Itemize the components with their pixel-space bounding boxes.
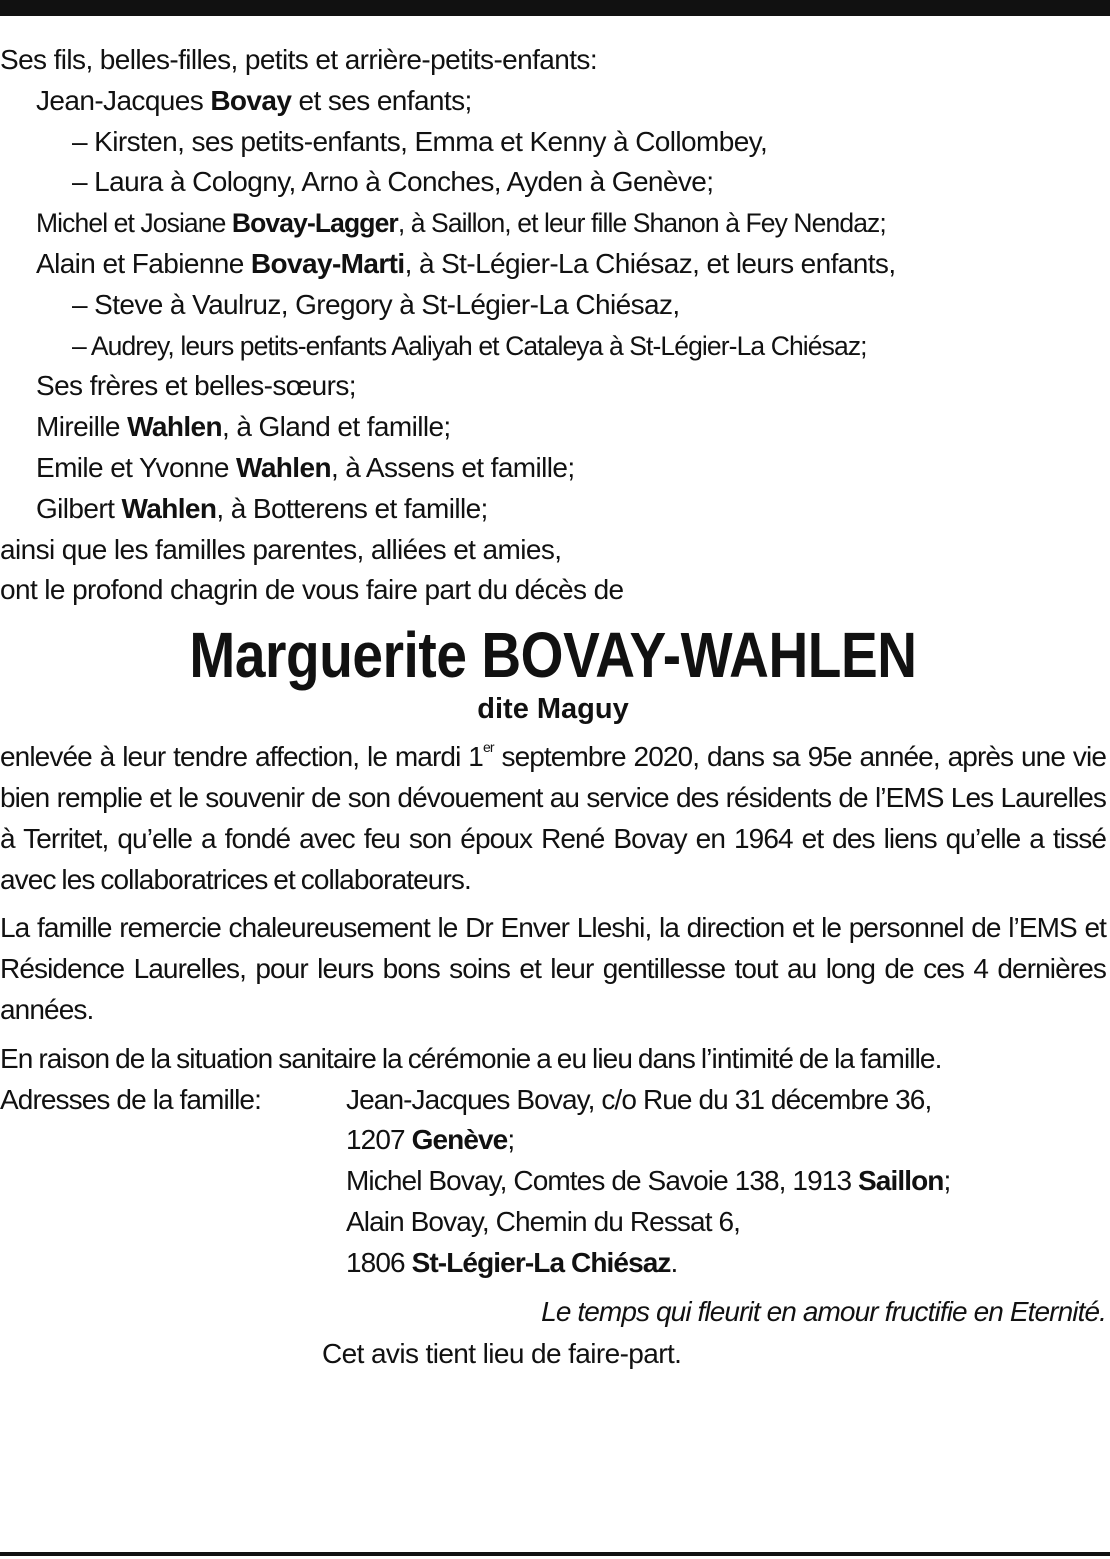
closing-note: Cet avis tient lieu de faire-part. — [322, 1338, 682, 1370]
city: St-Légier-La Chiésaz — [411, 1246, 671, 1278]
address-line-3 — [346, 1161, 1106, 1202]
family-member-jean-jacques — [0, 81, 1106, 122]
text: septembre 2020, dans sa 95e année, après une vie bien remplie et le souvenir de son dévouement au service des résidents de l’EMS Les Laurelles à Territet, qu’elle a fondé avec feu son époux René Bovay en 1964 et des liens qu’elle a tissé avec les collaboratrices et collaborateurs. — [0, 741, 1106, 895]
text: 1207 — [346, 1124, 412, 1156]
paragraph-thanks: La famille remercie chaleureusement le Dr Enver Lleshi, la direction et le personnel de l’EMS et Résidence Laurelles, pour leurs bons soins et leur gentillesse tout au long de ces 4 dernières années. — [0, 912, 1106, 1025]
text: Gilbert — [36, 492, 122, 524]
text: , à Botterens et famille; — [216, 492, 488, 524]
address-line-2 — [346, 1120, 1106, 1161]
text: Emile et Yvonne — [36, 451, 237, 483]
text: Alain et Fabienne — [36, 247, 251, 279]
paragraph-ceremony: En raison de la situation sanitaire la cérémonie a eu lieu dans l’intimité de la famille. — [0, 1042, 942, 1074]
family-member-alain — [0, 244, 1106, 285]
sibling-gilbert — [0, 489, 1106, 530]
grandchild-line-3: – Steve à Vaulruz, Gregory à St-Légier-La Chiésaz, — [72, 288, 680, 320]
text: Michel et Josiane — [36, 208, 232, 239]
surname: Bovay-Marti — [250, 247, 405, 279]
text: enlevée à leur tendre affection, le mardi 1 — [0, 741, 483, 773]
surname: Bovay-Lagger — [231, 208, 398, 239]
grandchild-line-4: – Audrey, leurs petits-enfants Aaliyah et Cataleya à St-Légier-La Chiésaz; — [72, 330, 867, 361]
text: , à St-Légier-La Chiésaz, et leurs enfants, — [404, 247, 896, 279]
relatives-line: ainsi que les familles parentes, alliées et amies, — [0, 533, 562, 565]
text: ; — [943, 1165, 951, 1197]
text: Jean-Jacques — [36, 84, 211, 116]
city: Genève — [411, 1124, 508, 1156]
announcement-line: ont le profond chagrin de vous faire part du décès de — [0, 574, 624, 606]
bottom-rule — [0, 1552, 1110, 1556]
text: ; — [507, 1124, 515, 1156]
grandchild-line-2: – Laura à Cologny, Arno à Conches, Ayden à Genève; — [72, 166, 714, 198]
surname: Wahlen — [127, 411, 222, 443]
city: Saillon — [858, 1165, 944, 1197]
text: , à Gland et famille; — [221, 411, 451, 443]
address-line-5 — [346, 1243, 1106, 1284]
sibling-emile — [0, 448, 1106, 489]
text: , à Saillon, et leur fille Shanon à Fey Nendaz; — [397, 208, 886, 239]
closing-quote: Le temps qui fleurit en amour fructifie en Eternité. — [541, 1295, 1106, 1327]
text: . — [670, 1246, 678, 1278]
deceased-alias: dite Maguy — [477, 693, 629, 726]
text: et ses enfants; — [291, 84, 472, 116]
address-line-4: Alain Bovay, Chemin du Ressat 6, — [346, 1205, 741, 1237]
text: , à Assens et famille; — [330, 451, 575, 483]
siblings-intro: Ses frères et belles-sœurs; — [36, 370, 356, 402]
addresses-label: Adresses de la famille: — [0, 1083, 261, 1115]
text: Mireille — [36, 411, 128, 443]
addresses-list — [346, 1080, 1106, 1284]
deceased-name: Marguerite BOVAY-WAHLEN — [189, 619, 917, 692]
text: 1806 — [346, 1246, 412, 1278]
text: Michel Bovay, Comtes de Savoie 138, 1913 — [346, 1165, 858, 1197]
sibling-mireille — [0, 407, 1106, 448]
address-line-1: Jean-Jacques Bovay, c/o Rue du 31 décembre 36, — [346, 1083, 932, 1115]
family-addresses — [0, 1080, 1106, 1284]
top-rule — [0, 0, 1110, 16]
surname: Wahlen — [236, 451, 331, 483]
family-intro: Ses fils, belles-filles, petits et arrière-petits-enfants: — [0, 44, 598, 75]
surname: Wahlen — [121, 492, 217, 524]
paragraph-death-notice — [0, 737, 1106, 900]
surname: Bovay — [210, 84, 292, 116]
family-member-michel — [0, 203, 1106, 244]
obituary-notice — [0, 40, 1106, 1375]
grandchild-line-1: – Kirsten, ses petits-enfants, Emma et Kenny à Collombey, — [72, 125, 768, 157]
ordinal-suffix: er — [482, 739, 494, 756]
